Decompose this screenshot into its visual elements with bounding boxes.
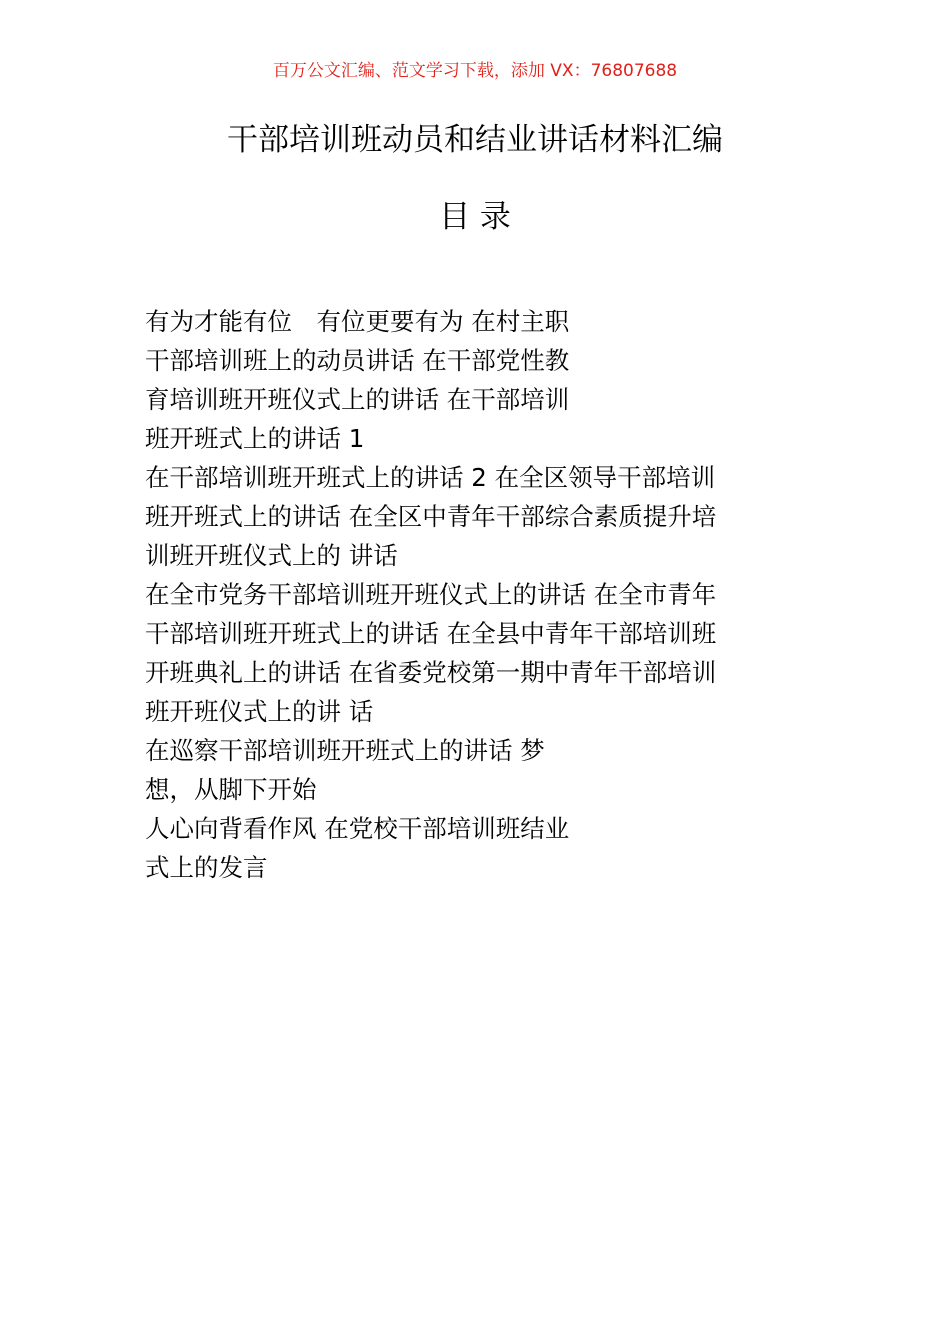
toc-line: 想，从脚下开始 [145, 775, 317, 804]
toc-line: 干部培训班上的动员讲话 在干部党性教 [145, 346, 570, 375]
toc-line: 式上的发言 [145, 853, 268, 882]
toc-line: 在巡察干部培训班开班式上的讲话 梦 [145, 736, 545, 765]
toc-line: 育培训班开班仪式上的讲话 在干部培训 [145, 385, 570, 414]
toc-line: 班开班式上的讲话 在全区中青年干部综合素质提升培 [145, 502, 717, 531]
toc-list [145, 302, 825, 887]
toc-line: 训班开班仪式上的 讲话 [145, 541, 398, 570]
toc-line: 班开班式上的讲话 1 [145, 424, 365, 453]
toc-heading: 目 录 [439, 199, 511, 235]
toc-line: 开班典礼上的讲话 在省委党校第一期中青年干部培训 [145, 658, 717, 687]
toc-line: 干部培训班开班式上的讲话 在全县中青年干部培训班 [145, 619, 717, 648]
toc-line: 有为才能有位 有位更要有为 在村主职 [145, 307, 570, 336]
document-title: 干部培训班动员和结业讲话材料汇编 [227, 122, 723, 158]
header-note: 百万公文汇编、范文学习下载，添加 VX：76807688 [272, 61, 678, 81]
toc-line: 班开班仪式上的讲 话 [145, 697, 374, 726]
toc-line: 在全市党务干部培训班开班仪式上的讲话 在全市青年 [145, 580, 717, 609]
toc-line: 在干部培训班开班式上的讲话 2 在全区领导干部培训 [145, 463, 716, 492]
toc-line: 人心向背看作风 在党校干部培训班结业 [145, 814, 570, 843]
